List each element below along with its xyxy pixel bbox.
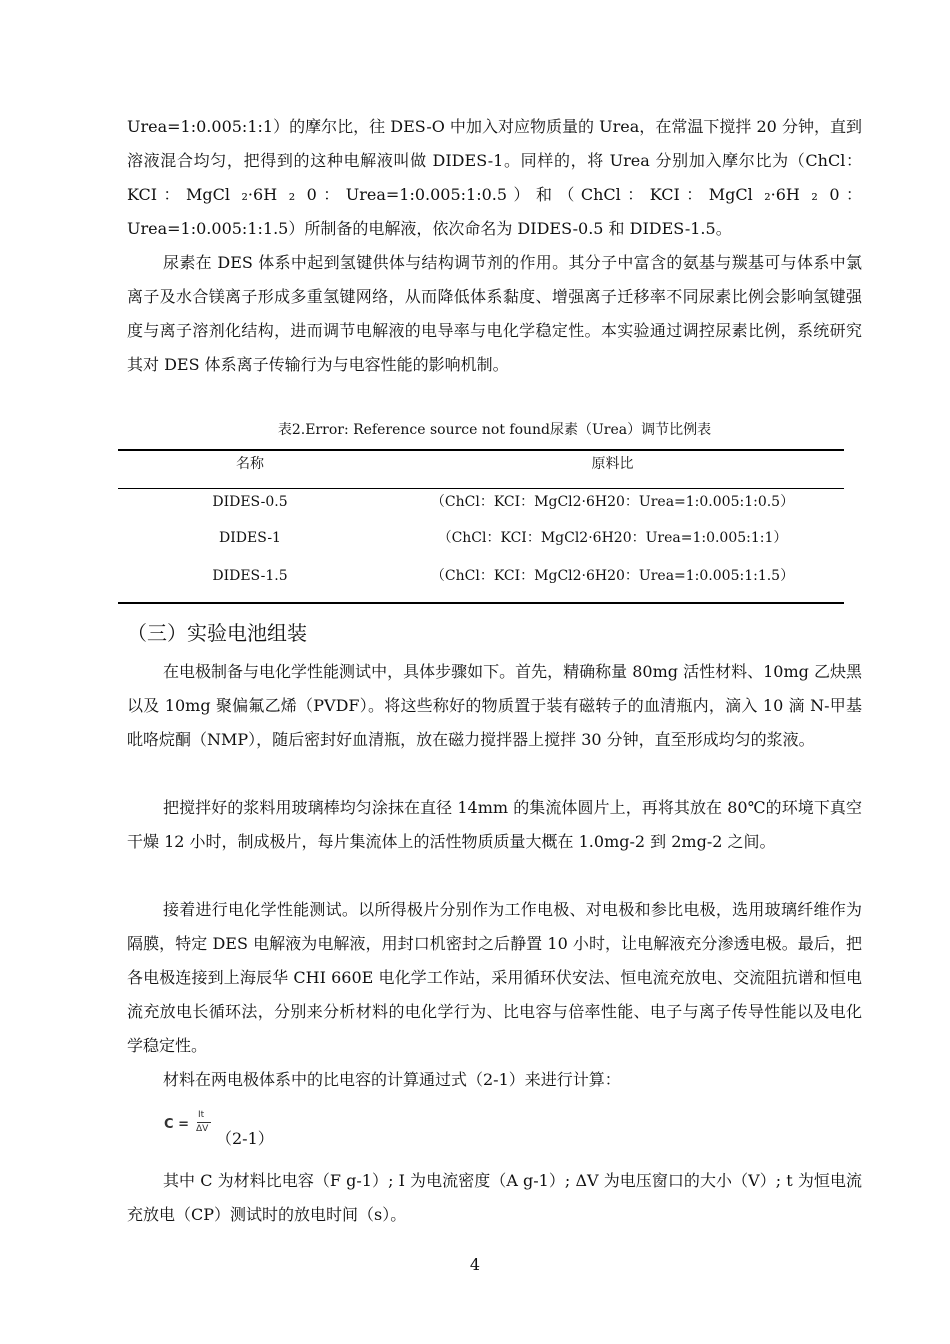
paragraph-formula-intro: 材料在两电极体系中的比电容的计算通过式（2-1）来进行计算：	[163, 1070, 621, 1089]
paragraph-urea-role: 尿素在 DES 体系中起到氢键供体与结构调节剂的作用。其分子中富含的氨基与羰基可与体系中氯离子及水合镁离子形成多重氢键网络，从而降低体系黏度、增强离子迁移率不同尿素比例会影响氢键强度与离子溶剂化结构，进而调节电解液的电导率与电化学稳定性。本实验通过调控尿素比例，系统研究其对 DES 体系离子传输行为与电容性能的影响机制。	[127, 253, 862, 374]
formula-numerator: It	[198, 1110, 205, 1120]
table-top-rule	[118, 449, 844, 451]
equation-number: （2-1）	[216, 1129, 274, 1148]
table-cell-ratio: （ChCl：KCI：MgCl2·6H20：Urea=1:0.005:1:1）	[437, 530, 788, 546]
formula-denominator: ΔV	[196, 1124, 209, 1134]
table-caption: 表2.Error: Reference source not found尿素（Urea）调节比例表	[277, 422, 712, 438]
table-header-name: 名称	[236, 456, 264, 472]
table-cell-ratio: （ChCl：KCI：MgCl2·6H20：Urea=1:0.005:1:1.5）	[430, 568, 795, 584]
paragraph-coating: 把搅拌好的浆料用玻璃棒均匀涂抹在直径 14mm 的集流体圆片上，再将其放在 80℃的环境下真空干燥 12 小时，制成极片，每片集流体上的活性物质质量大概在 1.0mg-2 到 2mg-2 之间。	[127, 798, 862, 851]
section-heading: （三）实验电池组装	[127, 621, 307, 645]
paragraph-testing: 接着进行电化学性能测试。以所得极片分别作为工作电极、对电极和参比电极，选用玻璃纤维作为隔膜，特定 DES 电解液为电解液，用封口机密封之后静置 10 小时，让电解液充分渗透电极。最后，把各电极连接到上海辰华 CHI 660E 电化学工作站，采用循环伏安法、恒电流充放电、交流阻抗谱和恒电流充放电长循环法，分别来分析材料的电化学行为、比电容与倍率性能、电子与离子传导性能以及电化学稳定性。	[127, 900, 862, 1055]
capacitance-formula-image	[164, 1110, 214, 1146]
paragraph-electrode-prep: 在电极制备与电化学性能测试中，具体步骤如下。首先，精确称量 80mg 活性材料、10mg 乙炔黑以及 10mg 聚偏氟乙烯（PVDF）。将这些称好的物质置于装有磁转子的血清瓶内，滴入 10 滴 N-甲基吡咯烷酮（NMP），随后密封好血清瓶，放在磁力搅拌器上搅拌 30 分钟，直至形成均匀的浆液。	[127, 662, 862, 749]
table-header-ratio: 原料比	[591, 456, 634, 472]
paragraph-urea-ratio: Urea=1:0.005:1:1）的摩尔比，往 DES-O 中加入对应物质量的 Urea，在常温下搅拌 20 分钟，直到溶液混合均匀，把得到的这种电解液叫做 DIDES-1。同样的，将 Urea 分别加入摩尔比为（ChCl：KCI：MgCl ₂·6H ₂ 0：Urea=1:0.005:1:0.5）和（ChCl：KCI：MgCl ₂·6H ₂ 0：Urea=1:0.005:1:1.5）所制备的电解液，依次命名为 DIDES-0.5 和 DIDES-1.5。	[127, 117, 862, 238]
table-header-rule	[118, 488, 844, 489]
fraction-bar	[197, 1122, 211, 1123]
table-cell-name: DIDES-1.5	[212, 568, 288, 584]
table-cell-name: DIDES-0.5	[212, 494, 288, 510]
table-cell-ratio: （ChCl：KCI：MgCl2·6H20：Urea=1:0.005:1:0.5）	[430, 494, 795, 510]
table-bottom-rule	[118, 602, 844, 604]
paragraph-variable-definitions: 其中 C 为材料比电容（F g-1）; I 为电流密度（A g-1）; ΔV 为电压窗口的大小（V）; t 为恒电流充放电（CP）测试时的放电时间（s）。	[127, 1171, 862, 1224]
table-cell-name: DIDES-1	[219, 530, 281, 546]
formula-lhs: C =	[164, 1117, 189, 1132]
page-number: 4	[469, 1255, 481, 1274]
